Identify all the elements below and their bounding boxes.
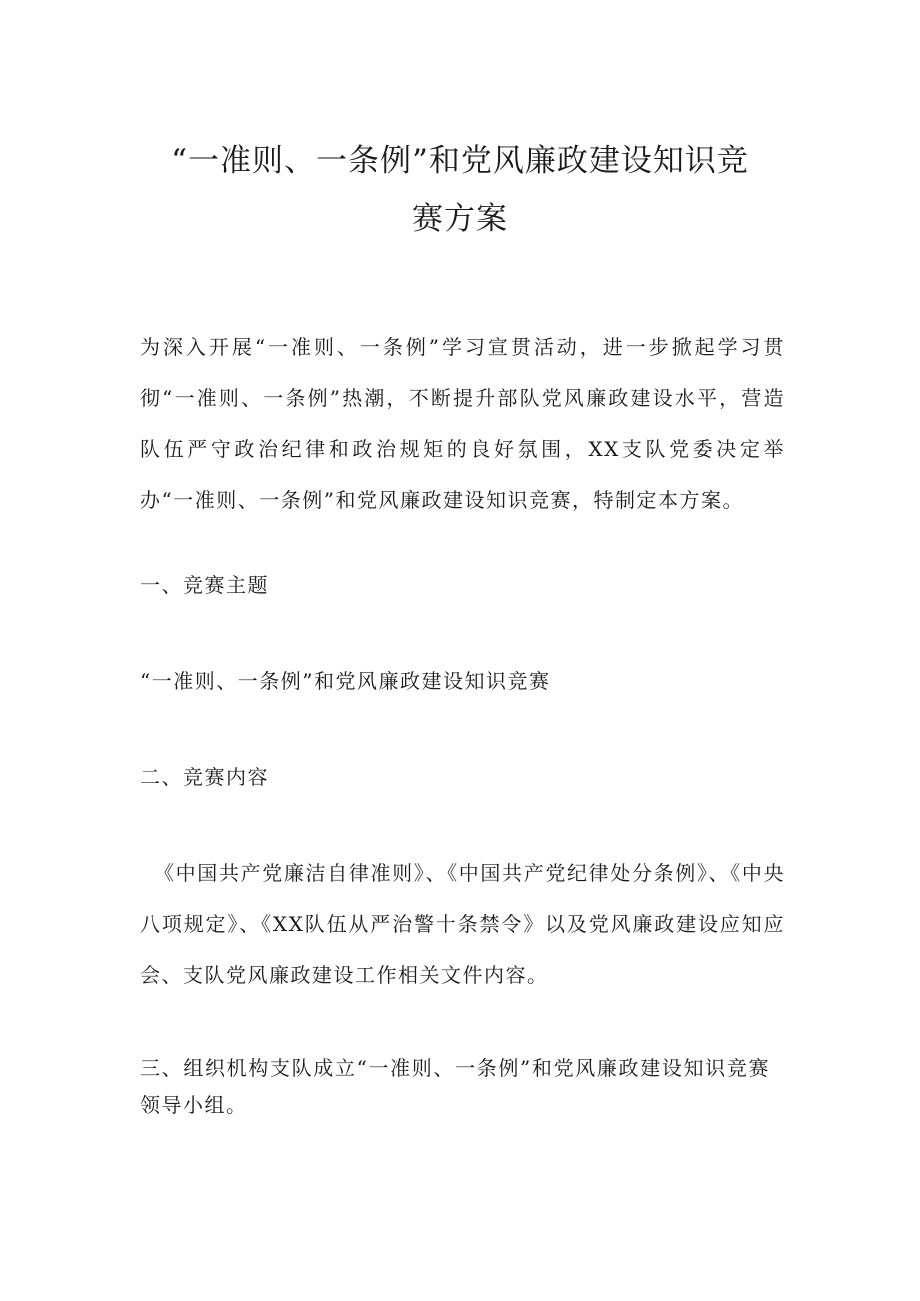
intro-paragraph: 为深入开展“一准则、一条例”学习宣贯活动，进一步掀起学习贯彻“一准则、一条例”热潮，不断提升部队党风廉政建设水平，营造队伍严守政治纪律和政治规矩的良好氛围，XX支队党委决定举办“一准则、一条例”和党风廉政建设知识竞赛，特制定本方案。: [140, 335, 785, 512]
title-line-2: 赛方案: [412, 201, 508, 237]
section-3-heading: 三、组织机构支队成立“一准则、一条例”和党风廉政建设知识竞赛领导小组。: [140, 1056, 770, 1117]
section-1-heading: 一、竞赛主题: [140, 573, 269, 597]
document-title: [140, 132, 780, 248]
section-2-body: 《中国共产党廉洁自律准则》、《中国共产党纪律处分条例》、《中央八项规定》、《XX队伍从严治警十条禁令》以及党风廉政建设应知应会、支队党风廉政建设工作相关文件内容。: [140, 861, 785, 987]
section-2-heading: 二、竞赛内容: [140, 765, 269, 789]
title-line-1: “一准则、一条例”和党风廉政建设知识竞: [171, 143, 749, 179]
section-1-body: “一准则、一条例”和党风廉政建设知识竞赛: [140, 669, 551, 693]
